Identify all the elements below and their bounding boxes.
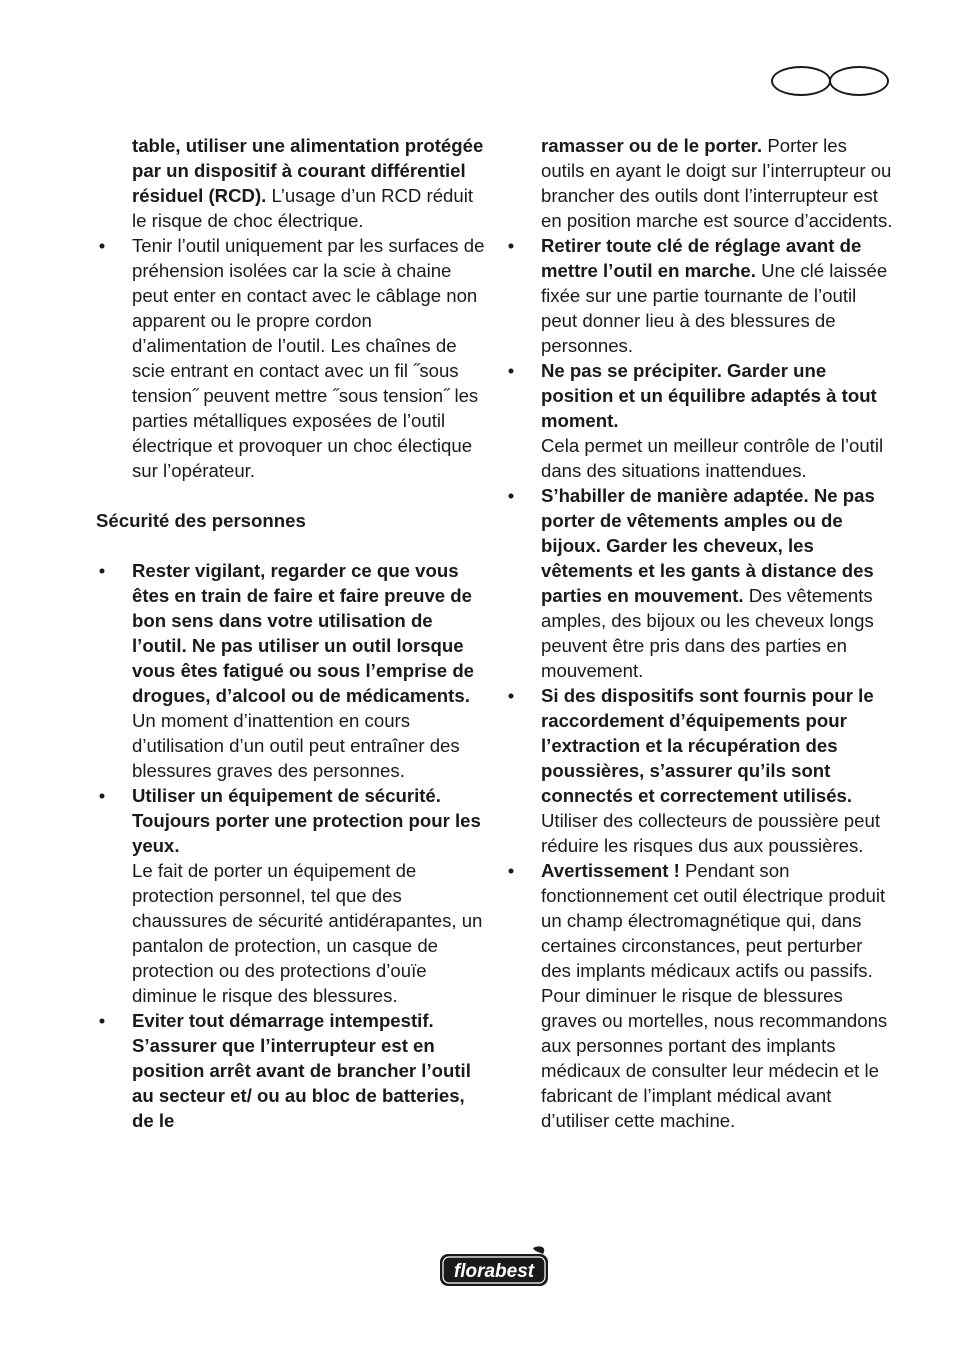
list-item: [505, 683, 895, 858]
list-item: [96, 233, 486, 483]
item-text: Une clé laissée fixée sur une partie tournante de l’outil peut donner lieu à des blessures de personnes.: [541, 260, 888, 356]
item-bold-text: Utiliser un équipement de sécurité. Toujours porter une protection pour les yeux.: [132, 785, 481, 856]
item-bold-text: table, utiliser une alimentation protégée par un dispositif à courant différentiel résiduel (RCD).: [132, 135, 484, 206]
logo-text: florabest: [453, 1261, 535, 1282]
bullet-icon: •: [98, 560, 106, 581]
item-text: L’usage d’un RCD réduit le risque de choc électrique.: [132, 185, 474, 231]
item-text: Des vêtements amples, des bijoux ou les cheveux longs peuvent être pris dans des parties en mouvement.: [541, 585, 874, 681]
bullet-icon: •: [507, 235, 515, 256]
section-heading: Sécurité des personnes: [96, 510, 306, 531]
bullet-icon: •: [98, 235, 106, 256]
item-text: Porter les outils en ayant le doigt sur l’interrupteur ou brancher des outils dont l’interrupteur est en position marche est source d’accidents.: [541, 135, 893, 231]
item-bold-text: Si des dispositifs sont fournis pour le raccordement d’équipements pour l’extraction et la récupération des poussières, s’assurer qu’ils sont connectés et correctement utilisés.: [541, 685, 874, 806]
item-bold-text: Rester vigilant, regarder ce que vous êtes en train de faire et faire preuve de bon sens dans votre utilisation de l’outil. Ne pas utiliser un outil lorsque vous êtes fatigué ou sous l’emprise de drogues, d’alcool ou de médicaments.: [132, 560, 475, 706]
bullet-icon: •: [507, 360, 515, 381]
list-item: [505, 483, 895, 683]
florabest-logo: [437, 1244, 551, 1290]
item-bold-text: Retirer toute clé de réglage avant de mettre l’outil en marche.: [541, 235, 862, 281]
list-item: [505, 133, 895, 233]
bullet-icon: •: [507, 685, 515, 706]
item-text: Cela permet un meilleur contrôle de l’outil dans des situations inattendues.: [541, 435, 884, 481]
language-badge-left-oval: [771, 66, 831, 96]
list-item: [96, 133, 486, 233]
left-column: [96, 133, 486, 1133]
item-text: Utiliser des collecteurs de poussière peut réduire les risques dus aux poussières.: [541, 810, 880, 856]
item-bold-text: Ne pas se précipiter. Garder une position et un équilibre adaptés à tout moment.: [541, 360, 877, 431]
right-column: [505, 133, 895, 1133]
item-text: Un moment d’inattention en cours d’utilisation d’un outil peut entraîner des blessures graves des personnes.: [132, 710, 460, 781]
item-bold-text: S’habiller de manière adaptée. Ne pas porter de vêtements amples ou de bijoux. Garder les cheveux, les vêtements et les gants à distance des parties en mouvement.: [541, 485, 875, 606]
bullet-icon: •: [507, 485, 515, 506]
item-text: Pendant son fonctionnement cet outil électrique produit un champ électromagnétique qui, dans certaines circonstances, peut perturber des implants médicaux actifs ou passifs. Pour diminuer le risque de blessures graves ou mortelles, nous recommandons aux personnes portant des implants médicaux de consulter leur médecin et le fabricant de l’implant médical avant d’utiliser cette machine.: [541, 860, 888, 1131]
bullet-icon: •: [507, 860, 515, 881]
item-text: Tenir l’outil uniquement par les surfaces de préhension isolées car la scie à chaine peut enter en contact avec le câblage non apparent ou le propre cordon d’alimentation de l’outil. Les chaînes de scie entrant en contact avec un fil ˝sous tension˝ peuvent mettre ˝sous tension˝ les parties métalliques exposées de l’outil électrique et provoquer un choc électique sur l’opérateur.: [132, 235, 485, 481]
list-item: [505, 858, 895, 1133]
bullet-icon: •: [98, 1010, 106, 1031]
list-item: [96, 783, 486, 1008]
list-item: [505, 358, 895, 483]
list-item: [96, 1008, 486, 1133]
item-text: Le fait de porter un équipement de protection personnel, tel que des chaussures de sécurité antidérapantes, un pantalon de protection, un casque de protection ou des protections d’ouïe diminue le risque des blessures.: [132, 860, 483, 1006]
list-item: [96, 558, 486, 783]
bullet-icon: •: [98, 785, 106, 806]
language-badge-right-oval: [829, 66, 889, 96]
item-bold-text: Avertissement !: [541, 860, 680, 881]
language-badge: [771, 66, 889, 98]
item-bold-text: Eviter tout démarrage intempestif. S’assurer que l’interrupteur est en position arrêt avant de brancher l’outil au secteur et/ ou au bloc de batteries, de le: [132, 1010, 471, 1131]
list-item: [505, 233, 895, 358]
item-bold-text: ramasser ou de le porter.: [541, 135, 763, 156]
